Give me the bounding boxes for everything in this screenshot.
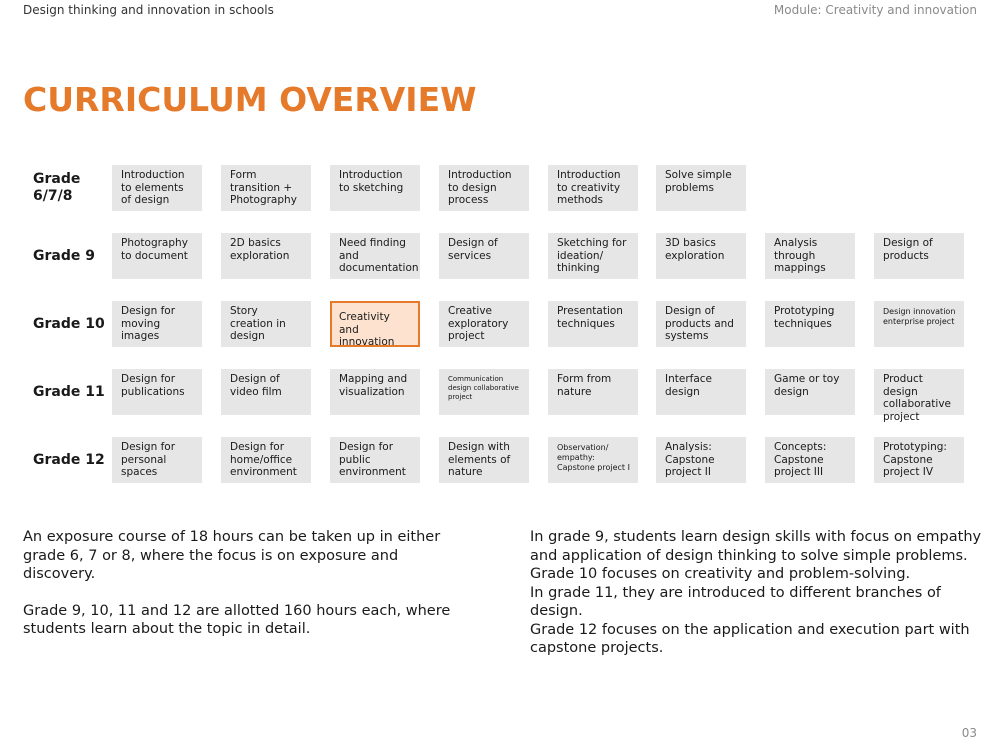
course-cell: Game or toy design <box>765 369 855 415</box>
course-title: Design thinking and innovation in schools <box>23 3 274 17</box>
body-line: In grade 11, they are introduced to different branches of design. <box>530 584 941 619</box>
course-cell: Introduction to creativity methods <box>548 165 638 211</box>
course-cell: Analysis through mappings <box>765 233 855 279</box>
course-cell: Design of products and systems <box>656 301 746 347</box>
course-cell-highlighted: Creativity and innovation <box>330 301 420 347</box>
course-cell: Form from nature <box>548 369 638 415</box>
course-cell: Interface design <box>656 369 746 415</box>
course-cell: Mapping and visualization <box>330 369 420 415</box>
course-cell: Observation/ empathy: Capstone project I <box>548 437 638 483</box>
course-cell: Creative exploratory project <box>439 301 529 347</box>
course-cell: Design for public environment <box>330 437 420 483</box>
course-cell: Design for home/office environment <box>221 437 311 483</box>
course-cell: Design with elements of nature <box>439 437 529 483</box>
course-cell: Introduction to elements of design <box>112 165 202 211</box>
course-cell: Introduction to design process <box>439 165 529 211</box>
body-line: Grade 12 focuses on the application and execution part with capstone projects. <box>530 621 970 656</box>
course-cell: Design of products <box>874 233 964 279</box>
course-cell: 3D basics exploration <box>656 233 746 279</box>
course-cell: Prototyping: Capstone project IV <box>874 437 964 483</box>
grade-label: Grade 6/7/8 <box>33 171 81 204</box>
grade-label: Grade 12 <box>33 451 105 468</box>
grade-label: Grade 10 <box>33 315 105 332</box>
body-line: In grade 9, students learn design skills with focus on empathy and application of design thinking to solve simple problems. <box>530 529 982 564</box>
course-cell: Presentation techniques <box>548 301 638 347</box>
course-cell: Need finding and documentation <box>330 233 420 279</box>
course-cell: Design for moving images <box>112 301 202 347</box>
course-cell: Concepts: Capstone project III <box>765 437 855 483</box>
course-cell: Sketching for ideation/ thinking <box>548 233 638 279</box>
course-cell: Prototyping techniques <box>765 301 855 347</box>
course-cell: Analysis: Capstone project II <box>656 437 746 483</box>
course-cell: Design for personal spaces <box>112 437 202 483</box>
course-cell: Form transition + Photography <box>221 165 311 211</box>
page-title: CURRICULUM OVERVIEW <box>23 80 477 119</box>
body-paragraph: Grade 9, 10, 11 and 12 are allotted 160 hours each, where students learn about the topic in detail. <box>23 602 451 637</box>
body-line: Grade 10 focuses on creativity and problem-solving. <box>530 566 911 582</box>
course-cell: Photography to document <box>112 233 202 279</box>
course-cell: Product design collaborative project <box>874 369 964 415</box>
grade-label: Grade 9 <box>33 247 95 264</box>
course-cell: Story creation in design <box>221 301 311 347</box>
body-paragraph: An exposure course of 18 hours can be taken up in either grade 6, 7 or 8, where the focus is on exposure and discovery. <box>23 529 441 582</box>
page-number: 03 <box>961 726 977 740</box>
course-cell: Communication design collaborative project <box>439 369 529 415</box>
course-cell: 2D basics exploration <box>221 233 311 279</box>
course-cell: Design of services <box>439 233 529 279</box>
exposure-description <box>23 528 468 639</box>
grade-label: Grade 11 <box>33 383 105 400</box>
grade-focus-description <box>530 528 985 658</box>
course-cell: Introduction to sketching <box>330 165 420 211</box>
course-cell: Design for publications <box>112 369 202 415</box>
course-cell: Solve simple problems <box>656 165 746 211</box>
course-cell: Design of video film <box>221 369 311 415</box>
module-name: Module: Creativity and innovation <box>773 3 977 17</box>
course-cell: Design innovation enterprise project <box>874 301 964 347</box>
